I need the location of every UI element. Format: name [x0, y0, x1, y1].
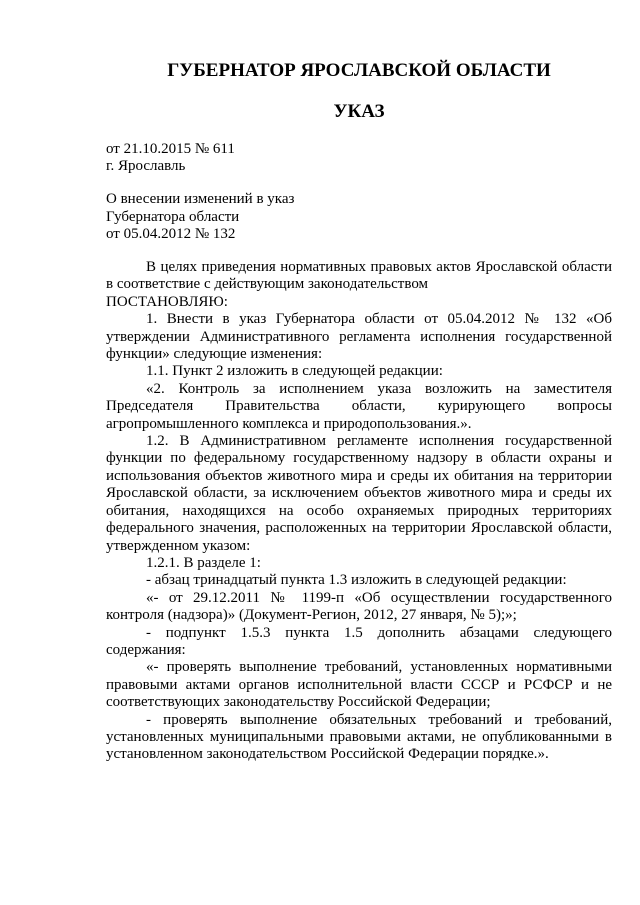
- paragraph-1-1: 1.1. Пункт 2 изложить в следующей редакции:: [146, 363, 443, 380]
- paragraph-1: 1. Внести в указ Губернатора области от 05.04.2012 № 132 «Об утверждении Административного регламента исполнения государственной функции» следующие изменения:: [106, 311, 612, 363]
- document-body: [106, 259, 612, 764]
- intro-paragraph: В целях приведения нормативных правовых актов Ярославской области в соответствие с действующим законодательством: [106, 259, 612, 293]
- document-type: УКАЗ: [333, 101, 385, 122]
- issuing-authority: ГУБЕРНАТОР ЯРОСЛАВСКОЙ ОБЛАСТИ: [167, 60, 551, 81]
- dash-item-1-text: «- от 29.12.2011 № 1199-п «Об осуществлении государственного контроля (надзора)» (Документ-Регион, 2012, 27 января, № 5);»;: [106, 589, 612, 624]
- dash-item-1: - абзац тринадцатый пункта 1.3 изложить в следующей редакции:: [146, 572, 567, 589]
- resolve-heading: ПОСТАНОВЛЯЮ:: [106, 293, 228, 310]
- dash-item-2-text-1: «- проверять выполнение требований, установленных нормативными правовыми актами органов исполнительной власти СССР и РСФСР и не соответствующих законодательству Российской Федерации;: [106, 659, 612, 711]
- document-subject: [106, 191, 294, 244]
- paragraph-1-2-1: 1.2.1. В разделе 1:: [146, 554, 261, 571]
- subject-line: Губернатора области: [106, 208, 240, 225]
- paragraph-1-1-text: «2. Контроль за исполнением указа возложить на заместителя Председателя Правительства области, курирующего вопросы агропромышленного комплекса и природопользования.».: [106, 380, 612, 432]
- subject-line: О внесении изменений в указ: [106, 191, 295, 207]
- subject-line: от 05.04.2012 № 132: [106, 226, 236, 242]
- dash-item-2-text-2: - проверять выполнение обязательных требований и требований, установленных муниципальными правовыми актами, не опубликованными в установленном законодательством Российской Федерации порядке.».: [106, 711, 612, 763]
- document-date-number: от 21.10.2015 № 611: [106, 141, 235, 157]
- paragraph-1-2: 1.2. В Административном регламенте исполнения государственной функции по федеральному государственному надзору в области охраны и использования объектов животного мира и среды их обитания на территории Ярославской области, за исключением объектов животного мира и среды их обитания, находящихся на особо охраняемых природных территориях федерального значения, расположенных на территории Ярославской области, утвержденном указом:: [106, 433, 612, 554]
- document-city: г. Ярославль: [106, 158, 186, 174]
- dash-item-2: - подпункт 1.5.3 пункта 1.5 дополнить абзацами следующего содержания:: [106, 624, 612, 658]
